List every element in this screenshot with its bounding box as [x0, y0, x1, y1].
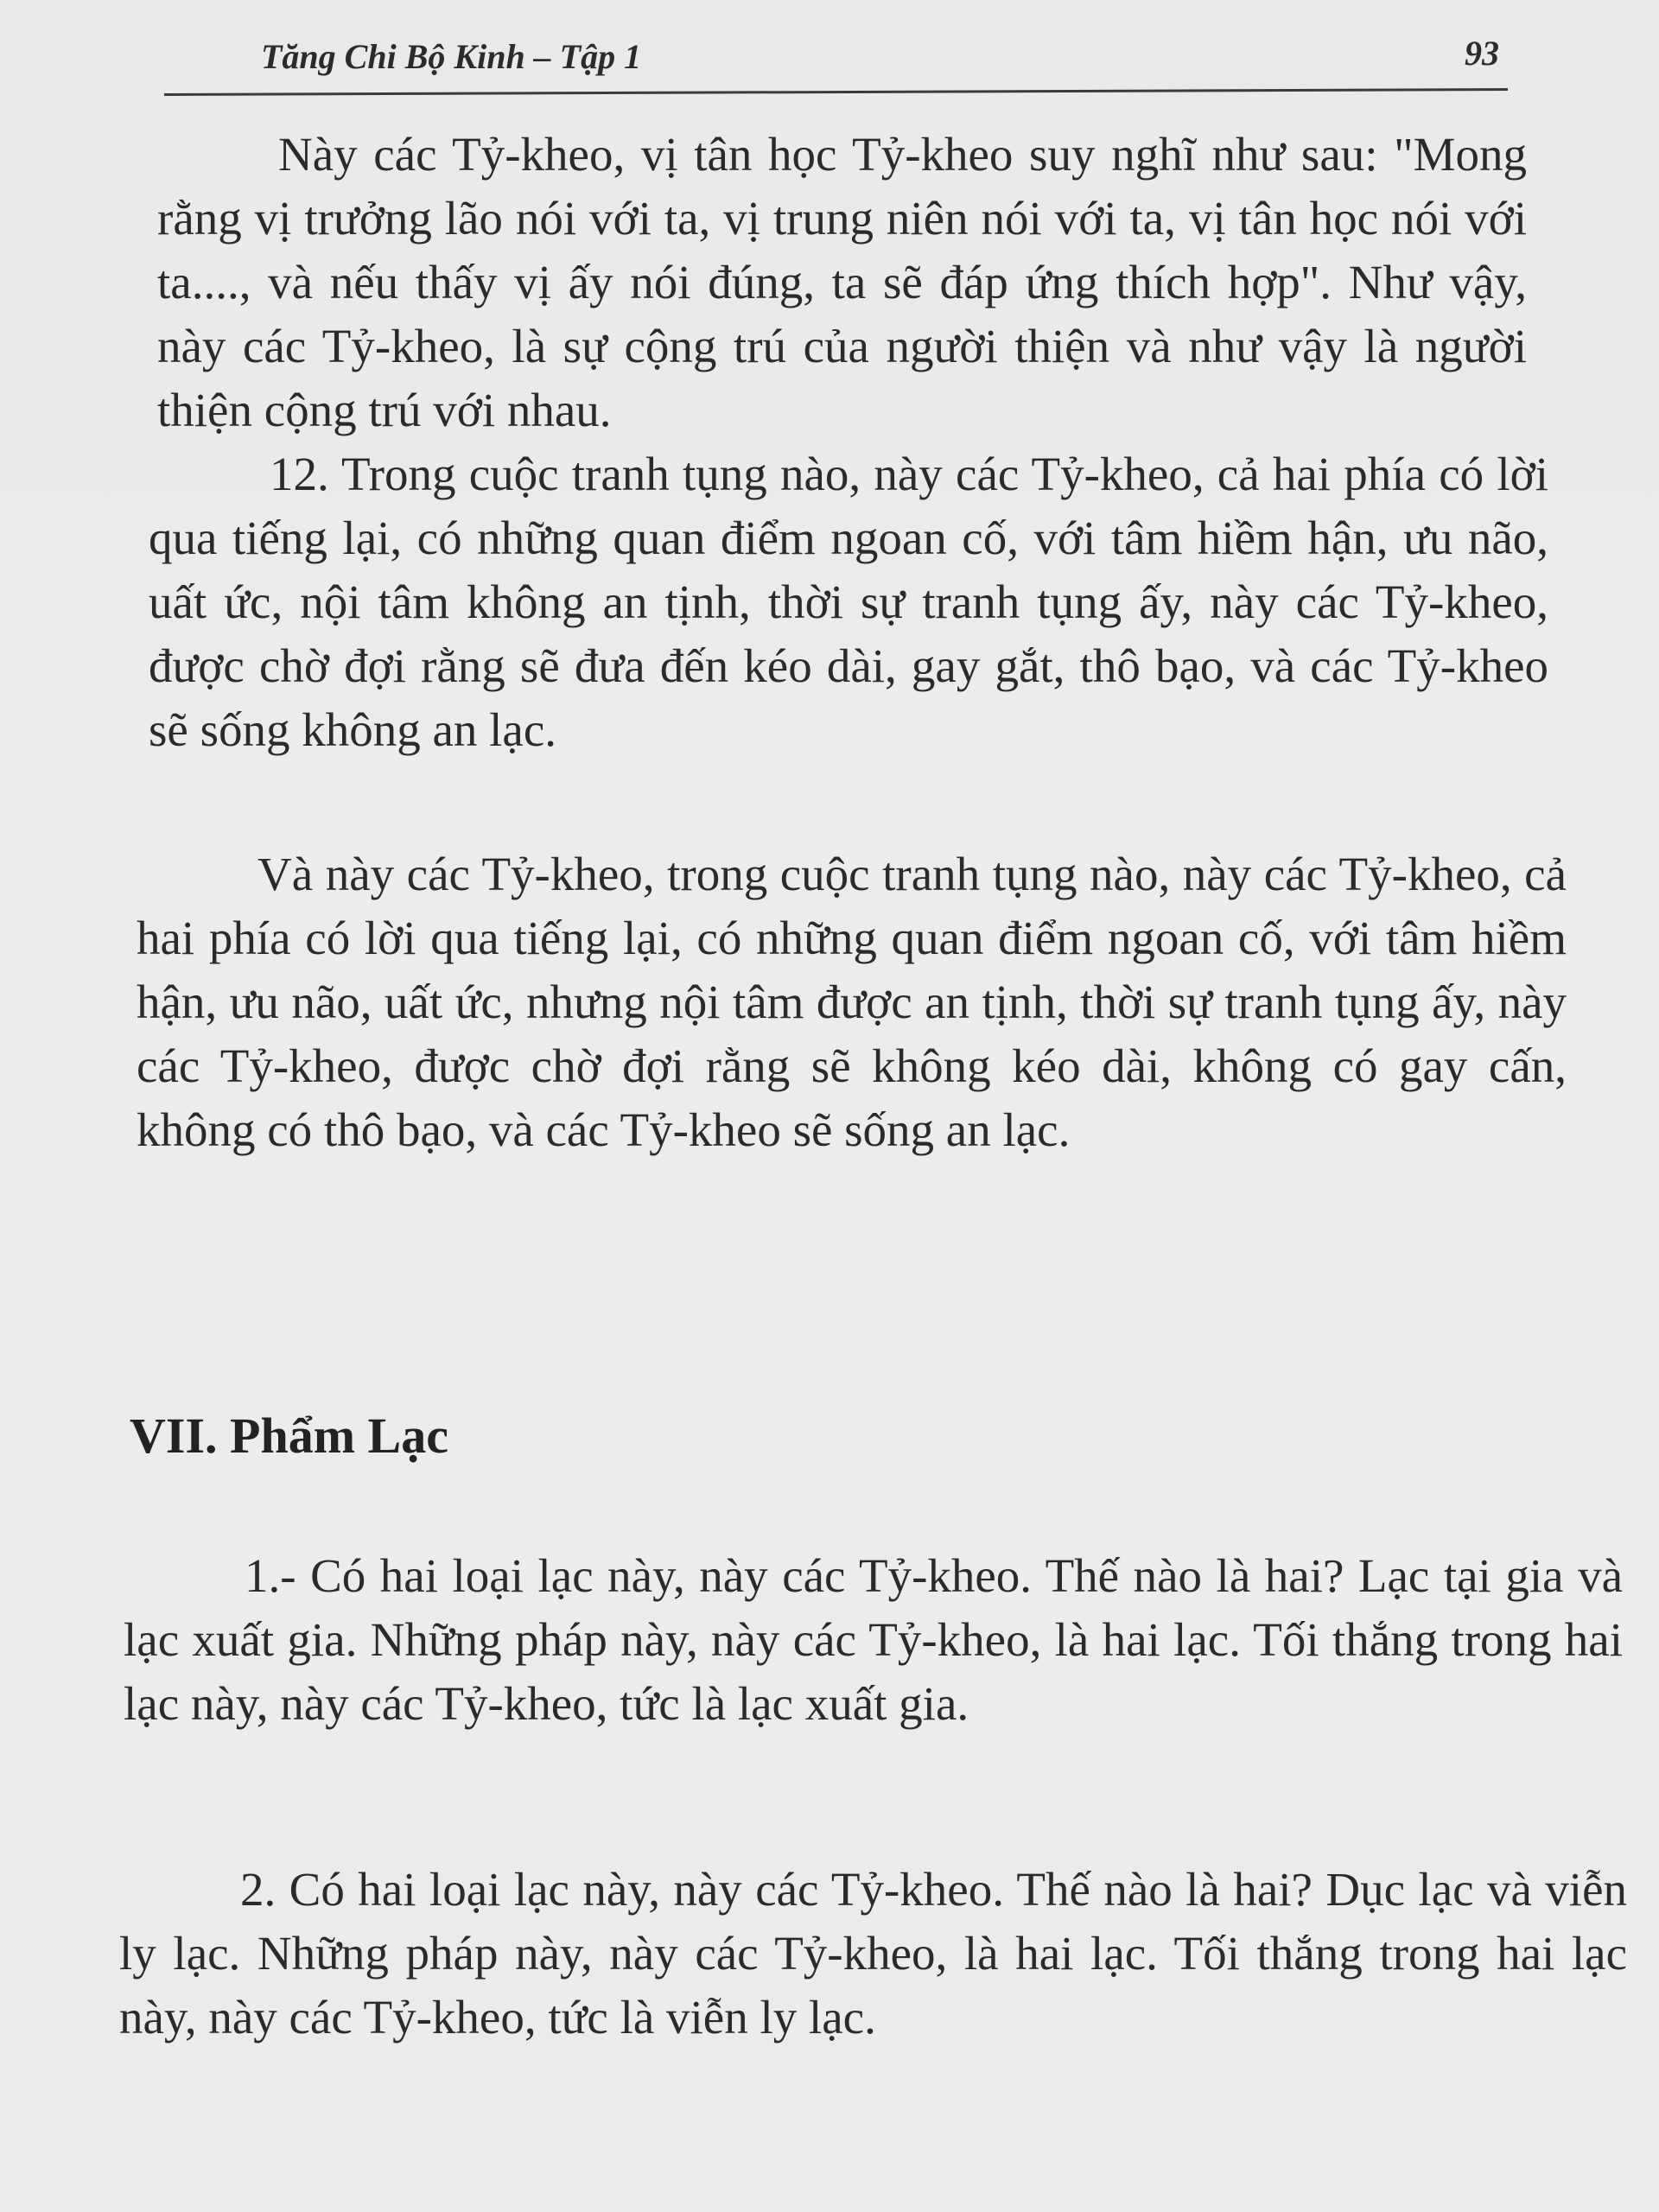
- paragraph-1-block: [157, 123, 1527, 442]
- section-paragraph-1: 1.- Có hai loại lạc này, này các Tỷ-kheo. Thế nào là hai? Lạc tại gia và lạc xuất gia. Những pháp này, này các Tỷ-kheo, là hai lạc. Tối thắng trong hai lạc này, này các Tỷ-kheo, tức là lạc xuất gia.: [124, 1549, 1623, 1730]
- section-paragraph-1-block: [124, 1544, 1623, 1736]
- paragraph-2: 12. Trong cuộc tranh tụng nào, này các Tỷ-kheo, cả hai phía có lời qua tiếng lại, có những quan điểm ngoan cố, với tâm hiềm hận, ưu não, uất ức, nội tâm không an tịnh, thời sự tranh tụng ấy, này các Tỷ-kheo, được chờ đợi rằng sẽ đưa đến kéo dài, gay gắt, thô bạo, và các Tỷ-kheo sẽ sống không an lạc.: [149, 448, 1548, 756]
- section-paragraph-2-block: [119, 1858, 1627, 2050]
- paragraph-3-block: [137, 842, 1567, 1162]
- header-title: Tăng Chi Bộ Kinh – Tập 1: [261, 37, 642, 76]
- section-heading: VII. Phẩm Lạc: [130, 1408, 448, 1464]
- section-paragraph-2: 2. Có hai loại lạc này, này các Tỷ-kheo. Thế nào là hai? Dục lạc và viễn ly lạc. Những pháp này, này các Tỷ-kheo, là hai lạc. Tối thắng trong hai lạc này, này các Tỷ-kheo, tức là viễn ly lạc.: [119, 1863, 1627, 2044]
- paragraph-2-block: [149, 442, 1548, 762]
- running-header: [164, 33, 1508, 90]
- page-number: 93: [1465, 34, 1499, 73]
- paragraph-3: Và này các Tỷ-kheo, trong cuộc tranh tụng nào, này các Tỷ-kheo, cả hai phía có lời qua tiếng lại, có những quan điểm ngoan cố, với tâm hiềm hận, ưu não, uất ức, nhưng nội tâm được an tịnh, thời sự tranh tụng ấy, này các Tỷ-kheo, được chờ đợi rằng sẽ không kéo dài, không có gay cấn, không có thô bạo, và các Tỷ-kheo sẽ sống an lạc.: [137, 848, 1567, 1156]
- paragraph-1: Này các Tỷ-kheo, vị tân học Tỷ-kheo suy nghĩ như sau: "Mong rằng vị trưởng lão nói với ta, vị trung niên nói với ta, vị tân học nói với ta...., và nếu thấy vị ấy nói đúng, ta sẽ đáp ứng thích hợp". Như vậy, này các Tỷ-kheo, là sự cộng trú của người thiện và như vậy là người thiện cộng trú với nhau.: [157, 128, 1527, 436]
